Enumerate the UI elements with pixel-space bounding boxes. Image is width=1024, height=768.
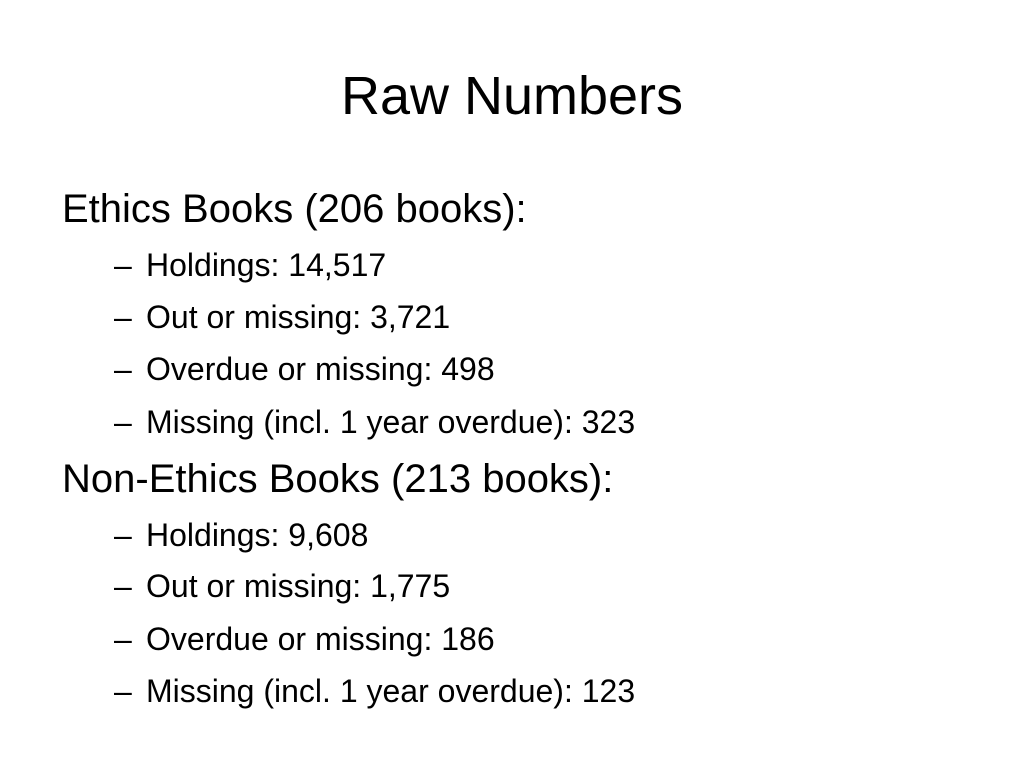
section-heading-ethics: Ethics Books (206 books): — [62, 187, 527, 231]
bullet-dash: – — [114, 404, 132, 440]
list-item-text: Holdings: 9,608 — [146, 517, 369, 553]
list-item-text: Missing (incl. 1 year overdue): 123 — [146, 673, 636, 709]
list-item — [114, 566, 450, 606]
list-item-text: Missing (incl. 1 year overdue): 323 — [146, 404, 636, 440]
list-item — [114, 619, 495, 659]
list-item — [114, 297, 450, 337]
bullet-dash: – — [114, 351, 132, 387]
list-item-text: Out or missing: 1,775 — [146, 568, 451, 604]
list-item-text: Out or missing: 3,721 — [146, 299, 451, 335]
list-item — [114, 402, 635, 442]
bullet-dash: – — [114, 568, 132, 604]
bullet-dash: – — [114, 621, 132, 657]
list-item — [114, 671, 635, 711]
list-item-text: Holdings: 14,517 — [146, 247, 387, 283]
bullet-dash: – — [114, 673, 132, 709]
slide-title: Raw Numbers — [340, 66, 684, 126]
section-heading-non-ethics: Non-Ethics Books (213 books): — [62, 457, 614, 501]
bullet-dash: – — [114, 299, 132, 335]
list-item-text: Overdue or missing: 498 — [146, 351, 495, 387]
list-item — [114, 245, 386, 285]
list-item — [114, 349, 495, 389]
list-item — [114, 515, 368, 555]
bullet-dash: – — [114, 517, 132, 553]
list-item-text: Overdue or missing: 186 — [146, 621, 495, 657]
bullet-dash: – — [114, 247, 132, 283]
